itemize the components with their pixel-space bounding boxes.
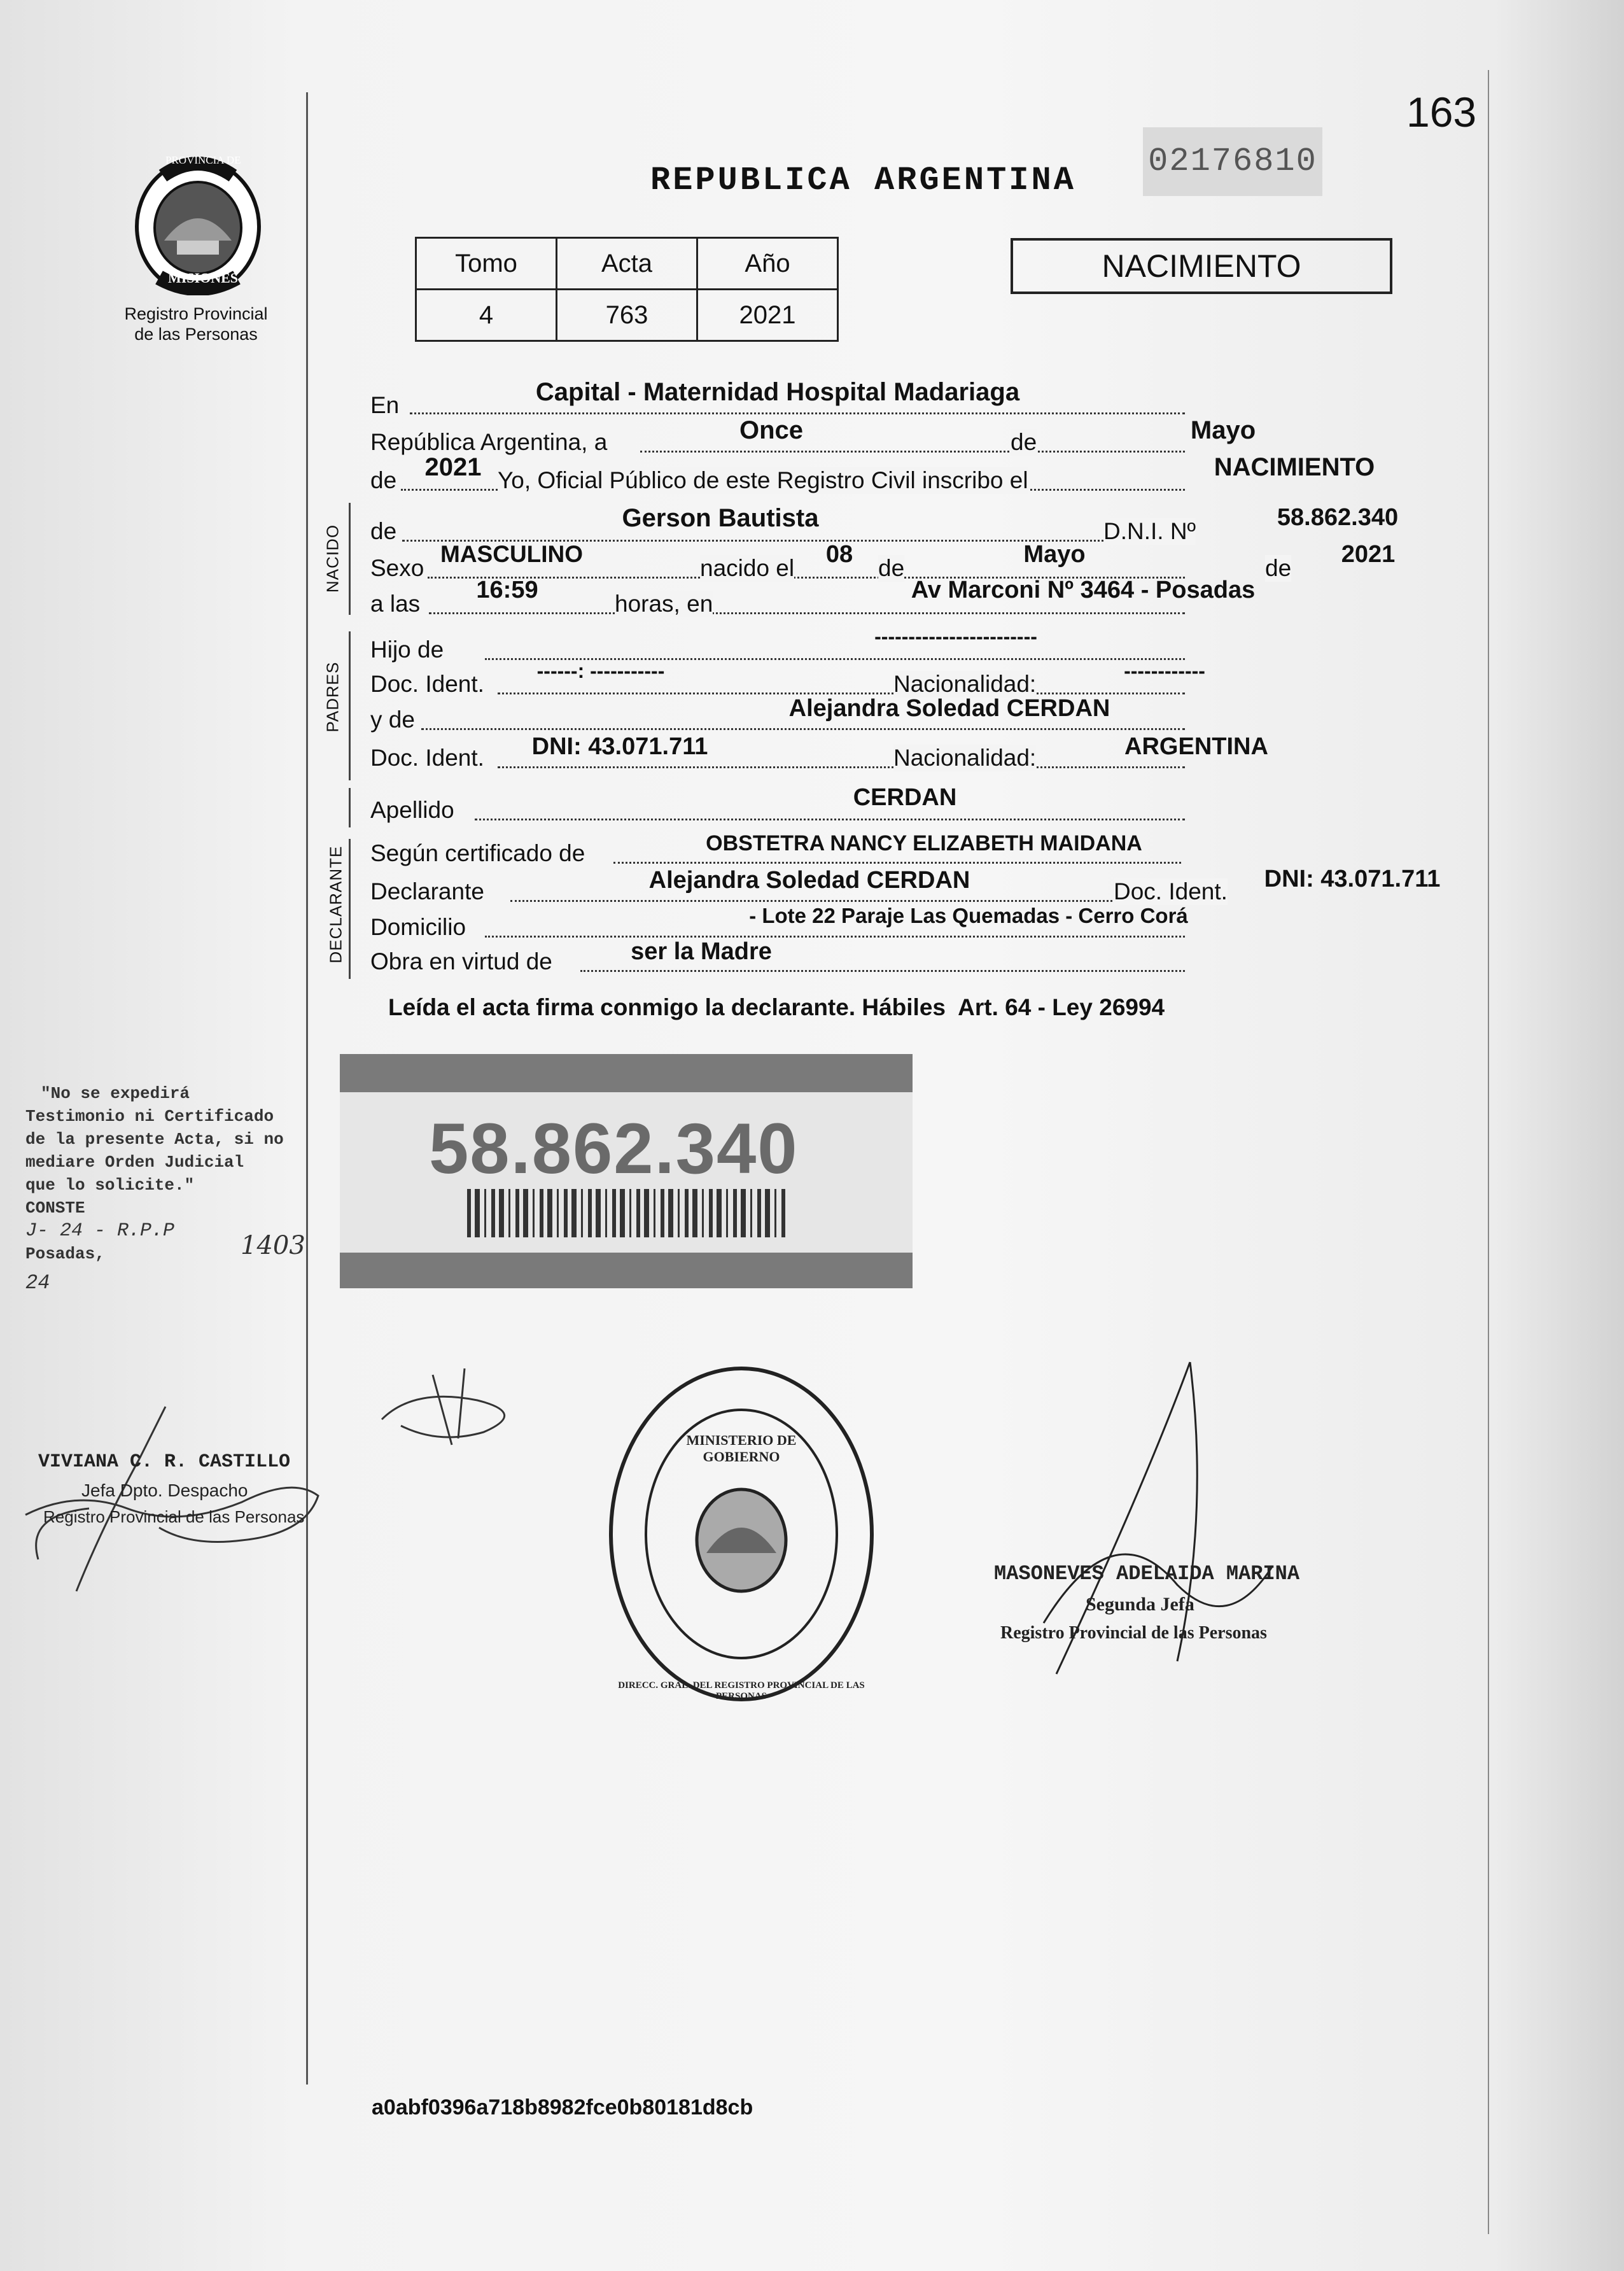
dotline [498, 693, 1185, 694]
label-de-year: de [370, 467, 397, 493]
right-signature-org: Registro Provincial de las Personas [1000, 1623, 1267, 1643]
side-note-line: 24 [25, 1271, 50, 1295]
row-capacity [370, 938, 1452, 980]
father-nationality: ------------ [1124, 659, 1205, 682]
official-stamp [605, 1362, 878, 1706]
left-signature-org: Registro Provincial de las Personas [43, 1507, 305, 1526]
section-declarante-label: DECLARANTE [326, 845, 346, 964]
surname-value: CERDAN [853, 784, 957, 811]
declarante-bracket [349, 839, 351, 979]
mother-doc: DNI: 43.071.711 [531, 733, 708, 760]
anio-value: 2021 [697, 290, 838, 341]
row-declarant [370, 866, 1452, 908]
dotline [510, 900, 1185, 902]
dotline [421, 728, 1185, 730]
label-y-de: y de [370, 707, 415, 733]
row-certifier [370, 831, 1452, 869]
right-signature-name: MASONEVES ADELAIDA MARINA [994, 1562, 1300, 1585]
serial-number: 02176810 [1143, 127, 1322, 196]
acta-header: Acta [557, 238, 697, 290]
label-de-name: de [370, 518, 397, 544]
label-hijo-de: Hijo de [370, 636, 444, 663]
label-horas: horas, en [615, 591, 713, 617]
dotline [498, 766, 1185, 768]
event-value: NACIMIENTO [1214, 453, 1375, 481]
side-note-line: mediare Orden Judicial [25, 1153, 244, 1172]
tomo-value: 4 [416, 290, 557, 341]
year-value: 2021 [424, 453, 482, 481]
row-year [370, 453, 1452, 491]
capacity-value: ser la Madre [631, 938, 772, 965]
label-apellido: Apellido [370, 797, 454, 823]
section-padres-label: PADRES [323, 661, 342, 733]
row-date [370, 415, 1452, 453]
row-surname [370, 784, 1452, 822]
birth-place: Av Marconi Nº 3464 - Posadas [911, 577, 1256, 603]
label-a-las: a las [370, 591, 421, 617]
stamp-outer-text: DIRECC. GRAL. DEL REGISTRO PROVINCIAL DE LAS PERSONAS [618, 1680, 865, 1701]
label-declarante: Declarante [370, 878, 484, 904]
row-address [370, 905, 1452, 943]
place-value: Capital - Maternidad Hospital Madariaga [535, 378, 1020, 406]
row-mother-doc [370, 733, 1452, 771]
label-yo: Yo, Oficial Público de este Registro Civil inscribo el [498, 467, 1028, 493]
row-father-doc [370, 659, 1452, 700]
birth-year: 2021 [1341, 541, 1396, 568]
dotline [475, 819, 1185, 820]
label-doc-ident-2: Doc. Ident. [370, 745, 484, 771]
label-sexo: Sexo [370, 555, 424, 581]
seal-bottom-text: MISIONES [168, 270, 239, 286]
father-doc: ------: ----------- [536, 659, 665, 682]
barcode-panel [340, 1092, 913, 1253]
side-note-line: CONSTE [25, 1199, 85, 1218]
father-name: ------------------------ [874, 625, 1037, 648]
mother-name: Alejandra Soledad CERDAN [788, 695, 1110, 722]
dotline [613, 862, 1181, 864]
handwritten-number: 1403 [241, 1231, 305, 1260]
certifier-value: OBSTETRA NANCY ELIZABETH MAIDANA [706, 831, 1142, 855]
label-republica: República Argentina, a [370, 429, 608, 455]
row-sex [370, 541, 1452, 579]
month-value: Mayo [1190, 416, 1256, 444]
label-obra: Obra en virtud de [370, 948, 552, 974]
barcode-number: 58.862.340 [429, 1109, 799, 1188]
registry-label-2: de las Personas [134, 325, 258, 344]
row-name [370, 504, 1452, 542]
child-dni: 58.862.340 [1277, 504, 1399, 531]
side-note-line: que lo solicite." [25, 1176, 195, 1195]
dotline [580, 970, 1185, 972]
registry-label-1: Registro Provincial [124, 304, 268, 323]
label-nacionalidad-2: Nacionalidad: [893, 745, 1037, 771]
barcode-bars [467, 1189, 785, 1237]
row-time [370, 577, 1452, 615]
label-nacido-el: nacido el [700, 555, 795, 581]
tomo-header: Tomo [416, 238, 557, 290]
nacido-bracket [349, 503, 351, 615]
left-signature-title: Jefa Dpto. Despacho [81, 1480, 248, 1500]
label-en: En [370, 392, 400, 418]
side-note-line: de la presente Acta, si no [25, 1130, 284, 1149]
stamp-inner-text: MINISTERIO DE GOBIERNO [686, 1432, 797, 1465]
section-nacido-label: NACIDO [323, 524, 342, 593]
padres-bracket [349, 631, 351, 780]
province-seal [126, 151, 270, 295]
document-type-box: NACIMIENTO [1011, 238, 1392, 294]
dotline [640, 451, 1185, 453]
dotline [429, 612, 1185, 614]
child-name: Gerson Bautista [622, 504, 819, 532]
birth-month: Mayo [1023, 541, 1086, 568]
label-domicilio: Domicilio [370, 914, 466, 940]
side-note-line: Posadas, [25, 1244, 105, 1263]
acta-value: 763 [557, 290, 697, 341]
label-de: de [1011, 429, 1037, 455]
row-mother [370, 696, 1452, 735]
anio-header: Año [697, 238, 838, 290]
dotline [410, 412, 1185, 414]
declarant-doc: DNI: 43.071.711 [1264, 866, 1441, 892]
side-note-line: "No se expedirá [41, 1084, 190, 1103]
row-place [370, 377, 1452, 418]
apellido-bracket [349, 788, 351, 827]
birth-time: 16:59 [476, 577, 538, 603]
side-note-line: Testimonio ni Certificado [25, 1107, 274, 1126]
label-doc-ident-1: Doc. Ident. [370, 671, 484, 697]
folio-number: 163 [1406, 88, 1477, 136]
address-value: - Lote 22 Paraje Las Quemadas - Cerro Corá [749, 904, 1188, 927]
seal-top-text: PROVINCIA DE [165, 154, 241, 166]
right-signature-title: Segunda Jefa [1086, 1594, 1194, 1615]
birth-day: 08 [825, 541, 853, 568]
label-segun: Según certificado de [370, 840, 585, 866]
dotline [485, 936, 1185, 938]
left-signature-name: VIVIANA C. R. CASTILLO [38, 1451, 291, 1473]
mother-nationality: ARGENTINA [1124, 733, 1268, 760]
day-value: Once [739, 416, 804, 444]
closing-statement: Leída el acta firma conmigo la declarante. Hábiles Art. 64 - Ley 26994 [388, 994, 1165, 1020]
label-dni: D.N.I. Nº [1103, 518, 1196, 544]
label-de-byear: de [1265, 555, 1292, 581]
country-title: REPUBLICA ARGENTINA [650, 162, 1076, 199]
book-reference-table [415, 237, 839, 342]
barcode-block [340, 1054, 913, 1288]
label-de-bmonth: de [878, 555, 905, 581]
document-hash: a0abf0396a718b8982fce0b80181d8cb [372, 2095, 753, 2120]
middle-scribble [375, 1362, 541, 1451]
label-doc-ident-3: Doc. Ident. [1114, 878, 1228, 904]
right-edge-line [1488, 70, 1489, 2234]
side-note [25, 1082, 325, 1295]
side-note-line: J- 24 - R.P.P [25, 1220, 175, 1242]
label-nacionalidad-1: Nacionalidad: [893, 671, 1037, 697]
declarant-name: Alejandra Soledad CERDAN [648, 867, 970, 894]
sex-value: MASCULINO [440, 541, 584, 567]
